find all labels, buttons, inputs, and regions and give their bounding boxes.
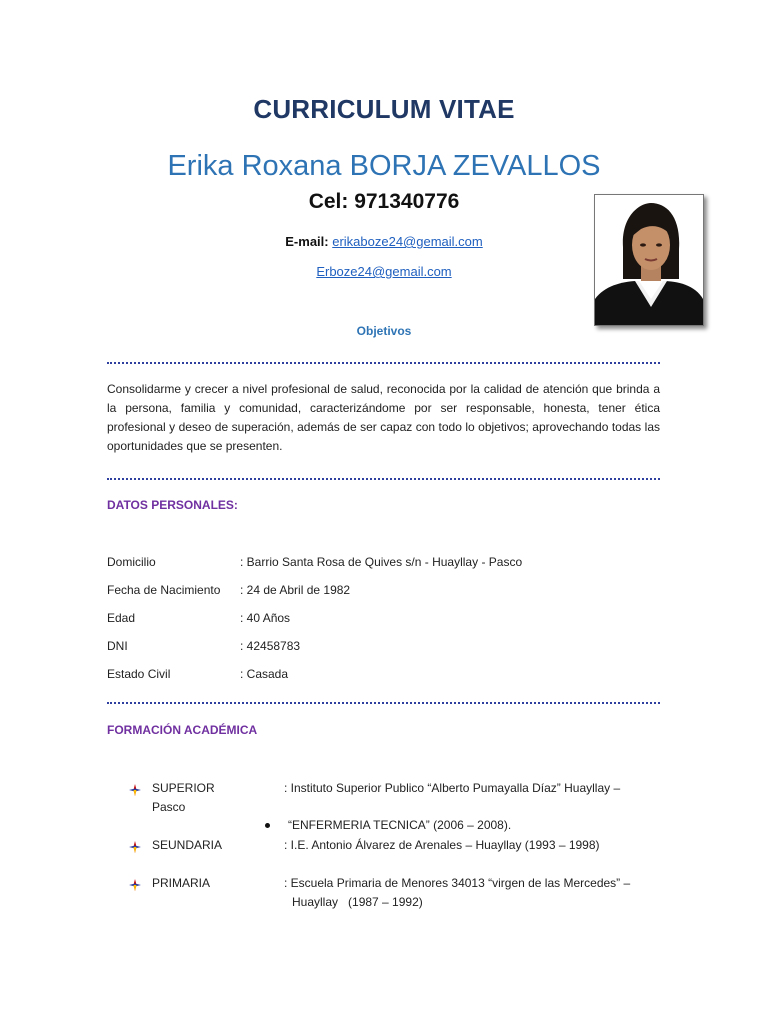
email-secondary-link[interactable]: Erboze24@gemail.com <box>316 264 452 279</box>
datos-personales-heading: DATOS PERSONALES: <box>107 498 238 512</box>
diamond-bullet-icon <box>129 879 141 891</box>
profile-photo <box>594 194 704 326</box>
primaria-value-cont: Huayllay (1987 – 1992) <box>292 895 423 909</box>
row-label: DNI <box>107 639 128 653</box>
objetivos-heading: Objetivos <box>356 324 412 338</box>
row-value: : Barrio Santa Rosa de Quives s/n - Huayllay - Pasco <box>240 555 523 569</box>
row-label: Domicilio <box>107 555 156 569</box>
round-bullet-icon <box>265 823 270 828</box>
candidate-name: Erika Roxana BORJA ZEVALLOS <box>167 150 601 182</box>
row-value: : Casada <box>240 667 289 681</box>
secundaria-label: SEUNDARIA <box>152 838 223 852</box>
secundaria-value: : I.E. Antonio Álvarez de Arenales – Huayllay (1993 – 1998) <box>284 838 600 852</box>
primaria-value: : Escuela Primaria de Menores 34013 “virgen de las Mercedes” – <box>284 876 631 890</box>
person-portrait-icon <box>595 195 703 325</box>
row-value: : 24 de Abril de 1982 <box>240 583 351 597</box>
phone-number: Cel: 971340776 <box>308 190 460 213</box>
superior-label-cont: Pasco <box>152 800 186 814</box>
row-value: : 42458783 <box>240 639 301 653</box>
diamond-bullet-icon <box>129 841 141 853</box>
diamond-bullet-icon <box>129 784 141 796</box>
formacion-heading: FORMACIÓN ACADÉMICA <box>107 723 258 737</box>
divider-top <box>107 362 660 364</box>
divider-datos <box>107 702 660 704</box>
divider-objetivos <box>107 478 660 480</box>
superior-value: : Instituto Superior Publico “Alberto Pumayalla Díaz” Huayllay – <box>284 781 621 795</box>
row-value: : 40 Años <box>240 611 291 625</box>
row-label: Edad <box>107 611 136 625</box>
row-label: Fecha de Nacimiento <box>107 583 221 597</box>
superior-career: “ENFERMERIA TECNICA” (2006 – 2008). <box>288 818 512 832</box>
email-label: E-mail: <box>285 234 329 249</box>
superior-label: SUPERIOR <box>152 781 215 795</box>
objetivos-text: Consolidarme y crecer a nivel profesional de salud, reconocida por la calidad de atención que brinda a la persona, familia y comunidad, caracterizándome por ser responsable, honesta, tener ética profesional y deseo de superación, además de ser capaz con todo lo objetivos; aprovechando todas las oportunidades que se presenten. <box>107 382 660 453</box>
email-primary-link[interactable]: erikaboze24@gemail.com <box>332 234 483 249</box>
cv-title: CURRICULUM VITAE <box>253 94 515 124</box>
row-label: Estado Civil <box>107 667 171 681</box>
primaria-label: PRIMARIA <box>152 876 211 890</box>
